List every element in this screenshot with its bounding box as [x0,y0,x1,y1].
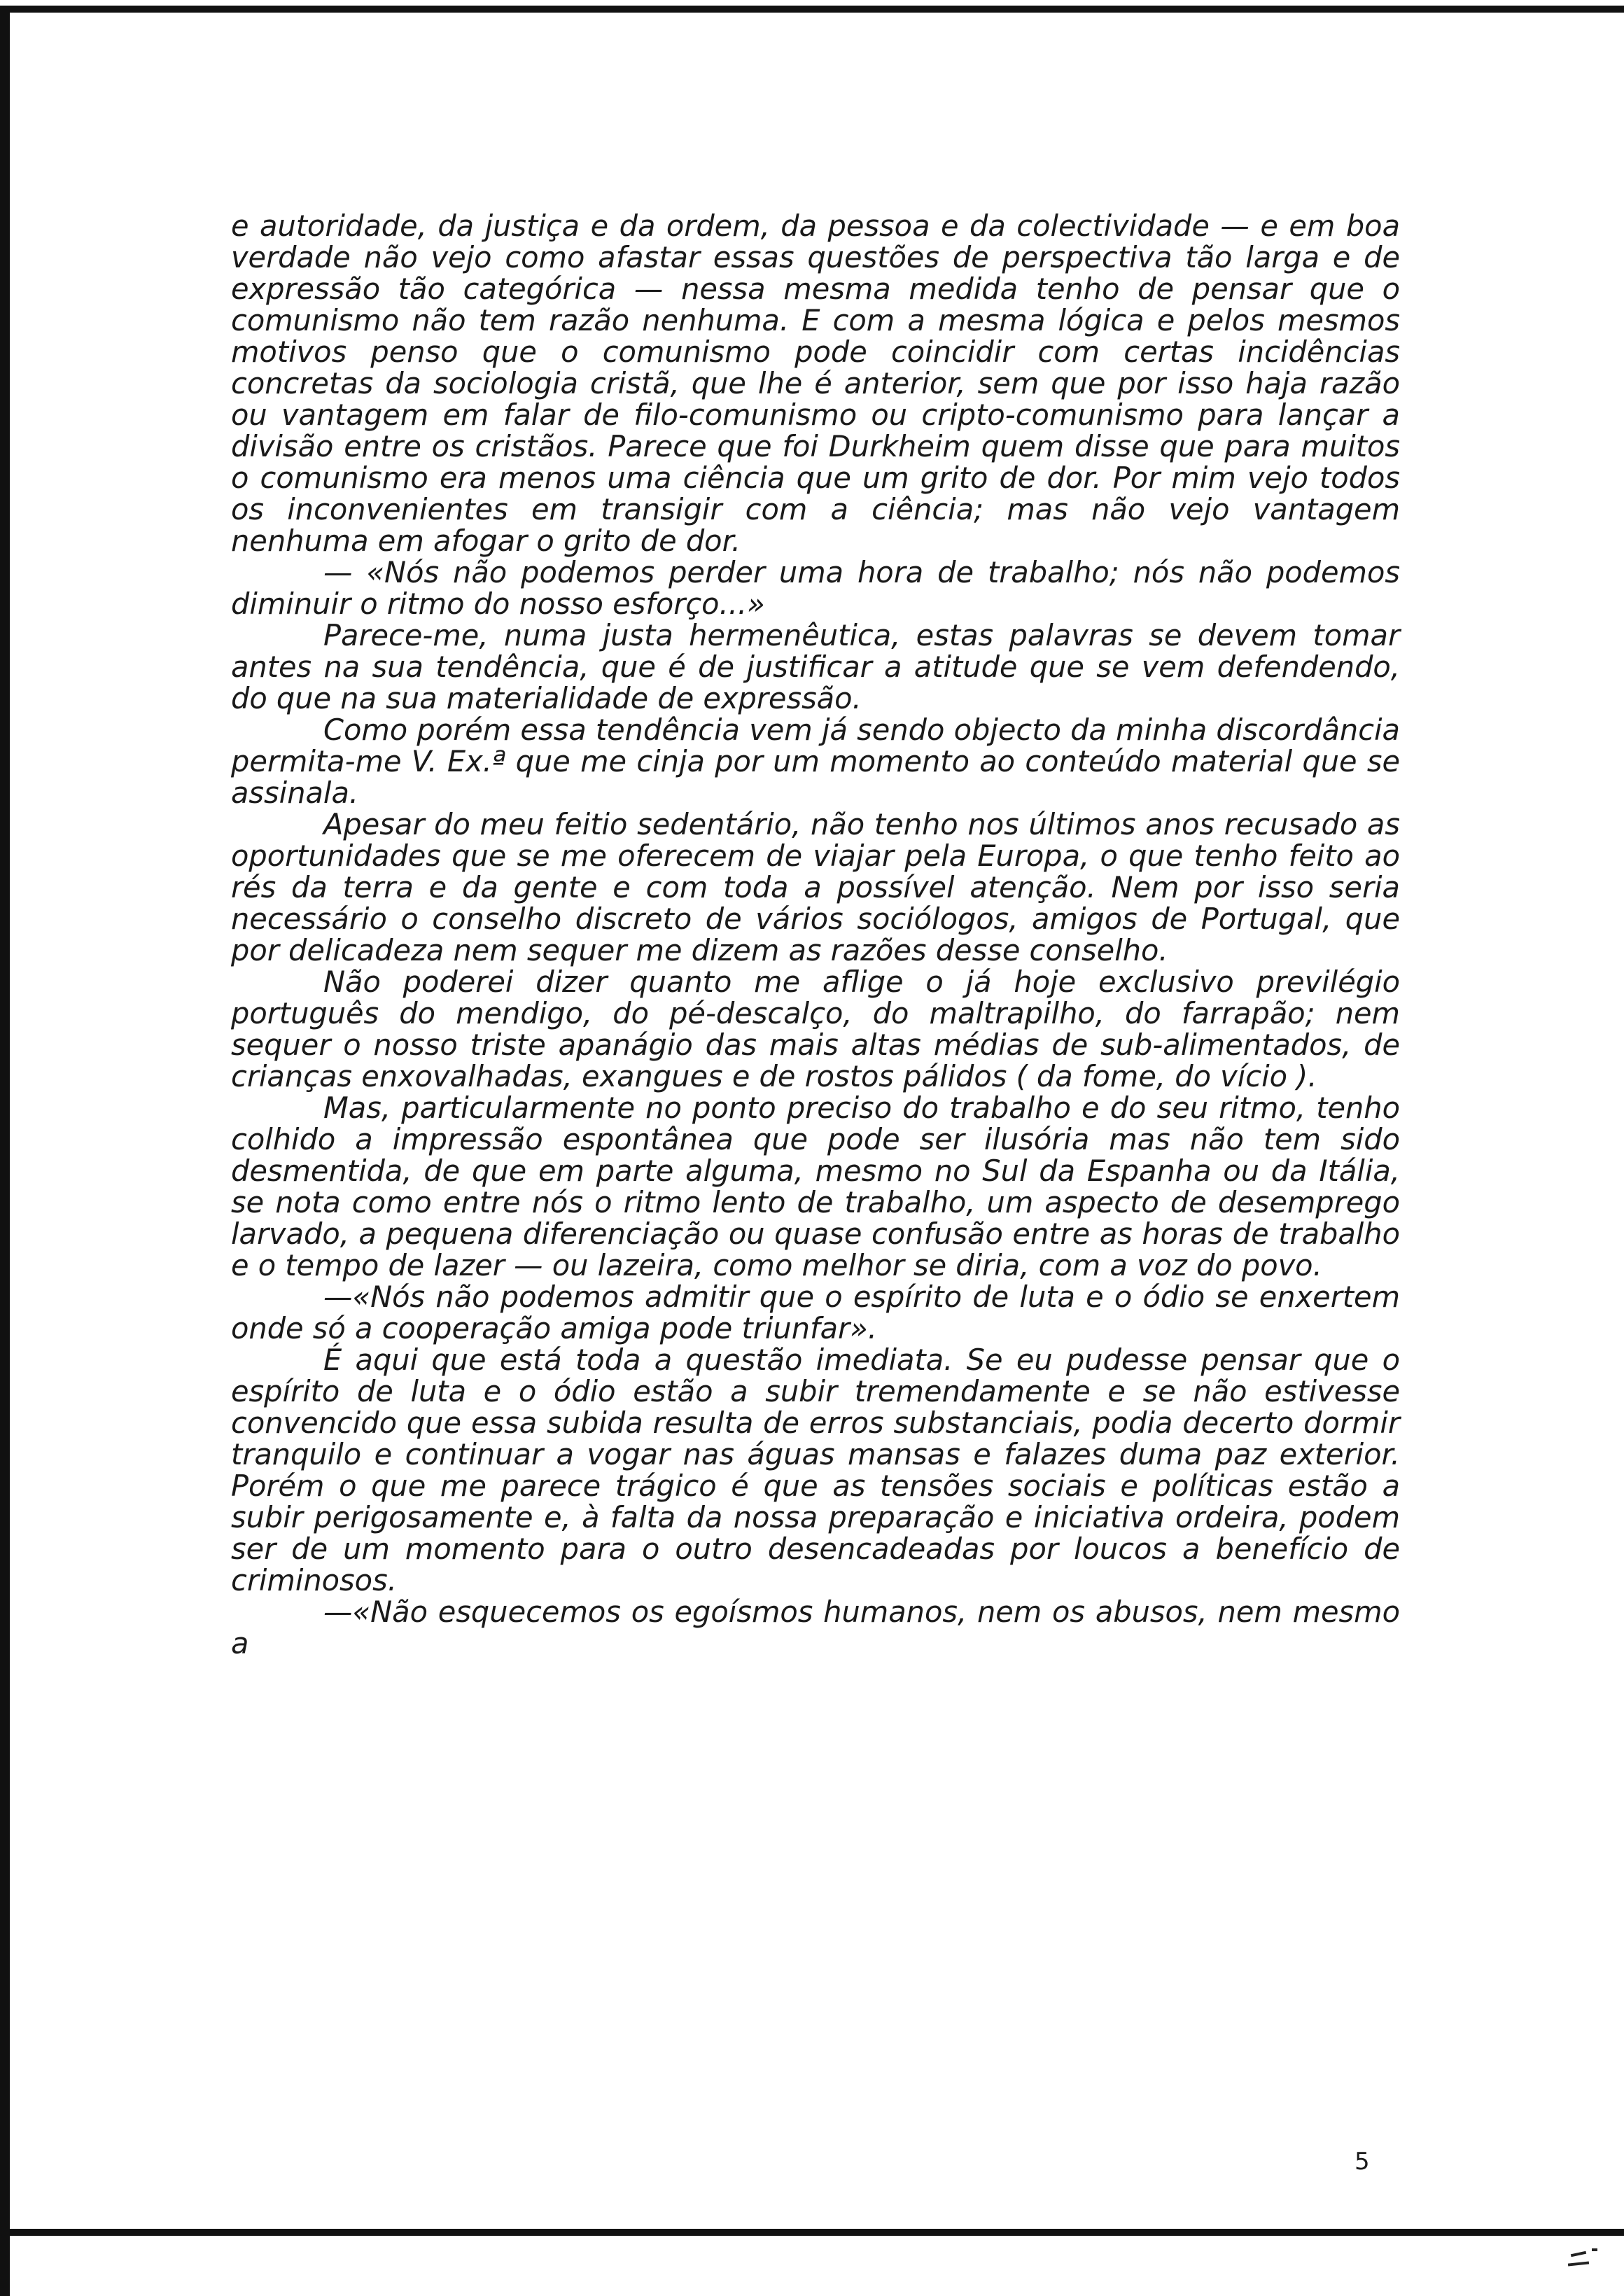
paragraph-6: Não poderei dizer quanto me aflige o já hoje exclusivo previlégio português do mendigo, do pé-descalço, do maltrapilho, do farrapão; nem sequer o nosso triste apanágio das mais altas médias de sub-alimentados, de crianças enxovalhadas, exangues e de rostos pálidos ( da fome, do vício ). [231,965,1400,1093]
paragraph-1: e autoridade, da justiça e da ordem, da pessoa e da colectividade — e em boa verdade não vejo como afastar essas questões de perspectiva tão larga e de expressão tão categórica — nessa mesma medida tenho de pensar que o comunismo não tem razão nenhuma. E com a mesma lógica e pelos mesmos motivos penso que o comunismo pode coincidir com certas incidências concretas da sociologia cristã, que lhe é anterior, sem que por isso haja razão ou vantagem em falar de filo-comunismo ou cripto-comunismo para lançar a divisão entre os cristãos. Parece que foi Durkheim quem disse que para muitos o comunismo era menos uma ciência que um grito de dor. Por mim vejo todos os inconvenientes em transigir com a ciência; mas não vejo vantagem nenhuma em afogar o grito de dor. [231,209,1400,558]
scan-border-left [0,6,10,2296]
page-number: 5 [1354,2148,1370,2176]
margin-mark [1568,2247,1603,2275]
paragraph-9: É aqui que está toda a questão imediata. Se eu pudesse pensar que o espírito de luta e o ódio estão a subir tremendamente e se não estivesse convencido que essa subida resulta de erros substanciais, podia decerto dormir tranquilo e continuar a vogar nas águas mansas e falazes duma paz exterior. Porém o que me parece trágico é que as tensões sociais e políticas estão a subir perigosamente e, à falta da nossa preparação e iniciativa ordeira, podem ser de um momento para o outro desencadeadas por loucos a benefício de criminosos. [231,1343,1400,1597]
scan-border-top [4,6,1624,13]
paragraph-2-quote: — «Nós não podemos perder uma hora de trabalho; nós não podemos diminuir o ritmo do nosso esforço...» [231,555,1400,621]
paragraph-10-quote: —«Não esquecemos os egoísmos humanos, nem os abusos, nem mesmo a [231,1595,1400,1660]
paragraph-7: Mas, particularmente no ponto preciso do trabalho e do seu ritmo, tenho colhido a impressão espontânea que pode ser ilusória mas não tem sido desmentida, de que em parte alguma, mesmo no Sul da Espanha ou da Itália, se nota como entre nós o ritmo lento de trabalho, um aspecto de desemprego larvado, a pequena diferenciação ou quase confusão entre as horas de trabalho e o tempo de lazer — ou lazeira, como melhor se diria, com a voz do povo. [231,1091,1400,1282]
paragraph-3: Parece-me, numa justa hermenêutica, estas palavras se devem tomar antes na sua tendência, que é de justificar a atitude que se vem defendendo, do que na sua materialidade de expressão. [231,618,1400,715]
paragraph-5: Apesar do meu feitio sedentário, não tenho nos últimos anos recusado as oportunidades que se me oferecem de viajar pela Europa, o que tenho feito ao rés da terra e da gente e com toda a possível atenção. Nem por isso seria necessário o conselho discreto de vários sociólogos, amigos de Portugal, que por delicadeza nem sequer me dizem as razões desse conselho. [231,807,1400,967]
body-text [231,210,1400,1659]
paragraph-4: Como porém essa tendência vem já sendo objecto da minha discordância permita-me V. Ex.ª que me cinja por um momento ao conteúdo material que se assinala. [231,713,1400,810]
scan-border-bottom [6,2229,1624,2236]
paragraph-8-quote: —«Nós não podemos admitir que o espírito de luta e o ódio se enxertem onde só a cooperação amiga pode triunfar». [231,1280,1400,1345]
